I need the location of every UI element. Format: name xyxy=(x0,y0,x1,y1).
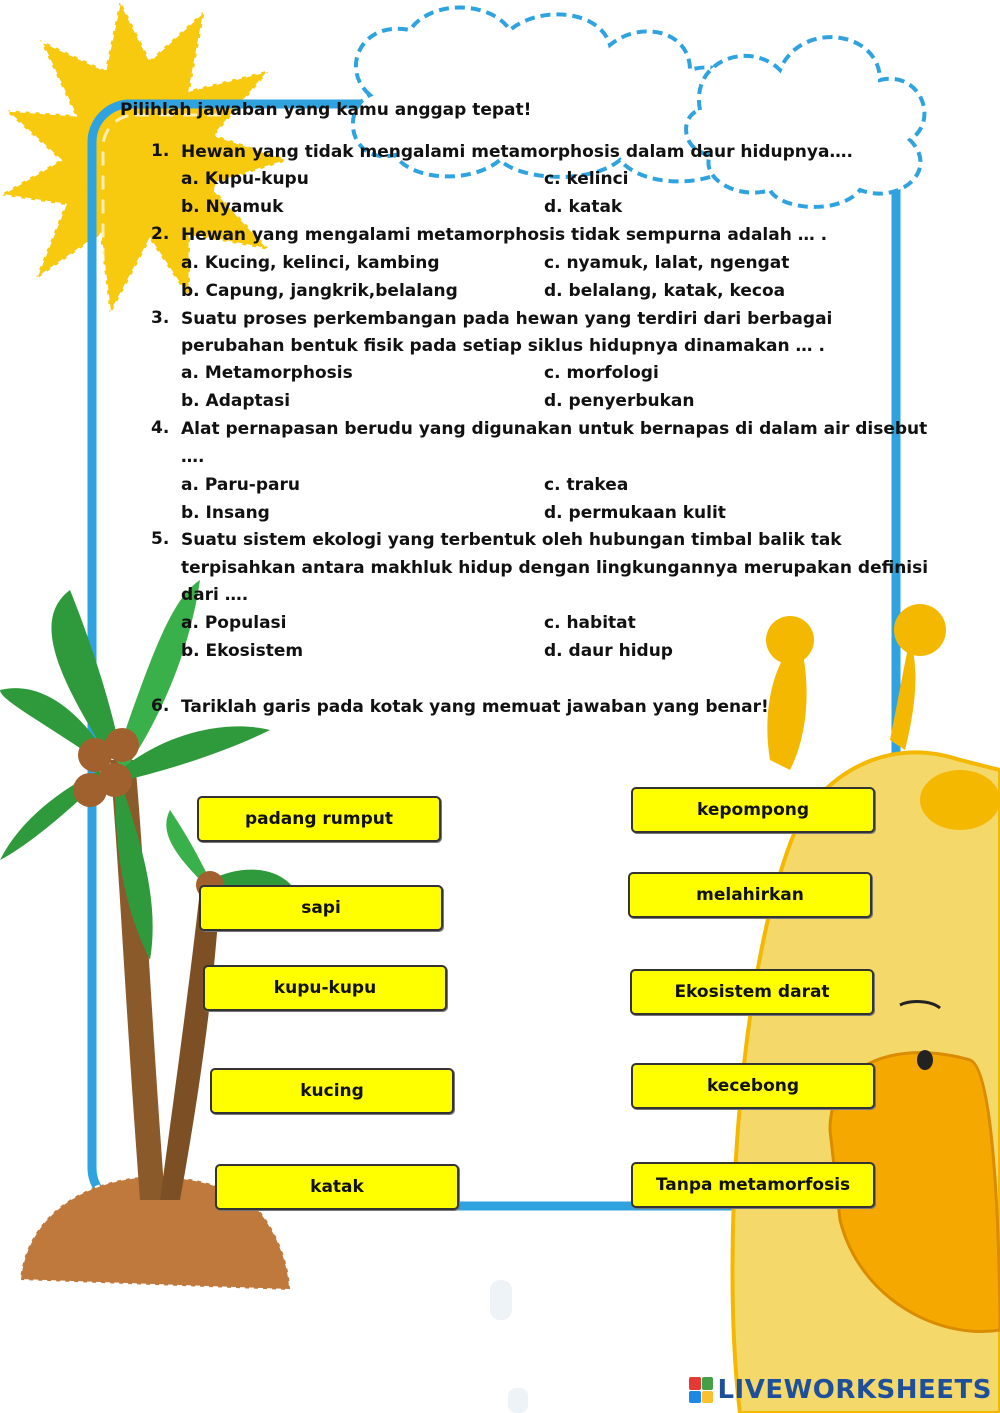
match-right-box[interactable]: kecebong xyxy=(631,1063,875,1109)
option-a: a. Paru-paru xyxy=(181,475,300,495)
match-left-box[interactable]: kucing xyxy=(210,1068,454,1114)
option-b: b. Capung, jangkrik,belalang xyxy=(181,281,458,301)
question-text: …. xyxy=(181,447,205,467)
logo-mark-icon xyxy=(689,1377,713,1403)
option-c: c. trakea xyxy=(544,475,629,495)
question-number: 2. xyxy=(151,224,170,244)
option-b: b. Nyamuk xyxy=(181,197,284,217)
question-number: 4. xyxy=(151,418,170,438)
option-b: b. Insang xyxy=(181,503,270,523)
option-d: d. daur hidup xyxy=(544,641,673,661)
option-d: d. katak xyxy=(544,197,623,217)
liveworksheets-logo xyxy=(689,1375,992,1405)
match-right-box[interactable]: kepompong xyxy=(631,787,875,833)
question-number: 1. xyxy=(151,141,170,161)
option-c: c. nyamuk, lalat, ngengat xyxy=(544,253,790,273)
option-c: c. habitat xyxy=(544,613,636,633)
question-number: 3. xyxy=(151,308,170,328)
option-a: a. Metamorphosis xyxy=(181,363,353,383)
logo-text: LIVEWORKSHEETS xyxy=(717,1375,992,1405)
question-text: Hewan yang mengalami metamorphosis tidak sempurna adalah … . xyxy=(181,225,828,245)
question-number: 5. xyxy=(151,529,170,549)
question-number: 6. xyxy=(151,696,170,716)
option-a: a. Kucing, kelinci, kambing xyxy=(181,253,440,273)
option-b: b. Ekosistem xyxy=(181,641,304,661)
question-text: Hewan yang tidak mengalami metamorphosis dalam daur hidupnya…. xyxy=(181,142,853,162)
option-c: c. kelinci xyxy=(544,169,629,189)
question-text: perubahan bentuk fisik pada setiap siklus hidupnya dinamakan … . xyxy=(181,336,825,356)
match-right-box[interactable]: Ekosistem darat xyxy=(630,969,874,1015)
question-text: terpisahkan antara makhluk hidup dengan lingkungannya merupakan definisi xyxy=(181,558,929,578)
option-d: d. belalang, katak, kecoa xyxy=(544,281,786,301)
option-a: a. Kupu-kupu xyxy=(181,169,309,189)
option-a: a. Populasi xyxy=(181,613,287,633)
match-left-box[interactable]: sapi xyxy=(199,885,443,931)
instruction-text: Pilihlah jawaban yang kamu anggap tepat! xyxy=(120,100,532,120)
question-text: Suatu proses perkembangan pada hewan yang terdiri dari berbagai xyxy=(181,309,833,329)
question-text: Suatu sistem ekologi yang terbentuk oleh hubungan timbal balik tak xyxy=(181,530,842,550)
match-left-box[interactable]: padang rumput xyxy=(197,796,441,842)
question-text: Tariklah garis pada kotak yang memuat jawaban yang benar! xyxy=(181,697,769,717)
match-right-box[interactable]: melahirkan xyxy=(628,872,872,918)
option-c: c. morfologi xyxy=(544,363,659,383)
match-left-box[interactable]: katak xyxy=(215,1164,459,1210)
option-b: b. Adaptasi xyxy=(181,391,291,411)
match-left-box[interactable]: kupu-kupu xyxy=(203,965,447,1011)
option-d: d. permukaan kulit xyxy=(544,503,726,523)
question-text: dari …. xyxy=(181,585,249,605)
match-right-box[interactable]: Tanpa metamorfosis xyxy=(631,1162,875,1208)
question-text: Alat pernapasan berudu yang digunakan untuk bernapas di dalam air disebut xyxy=(181,419,928,439)
option-d: d. penyerbukan xyxy=(544,391,695,411)
